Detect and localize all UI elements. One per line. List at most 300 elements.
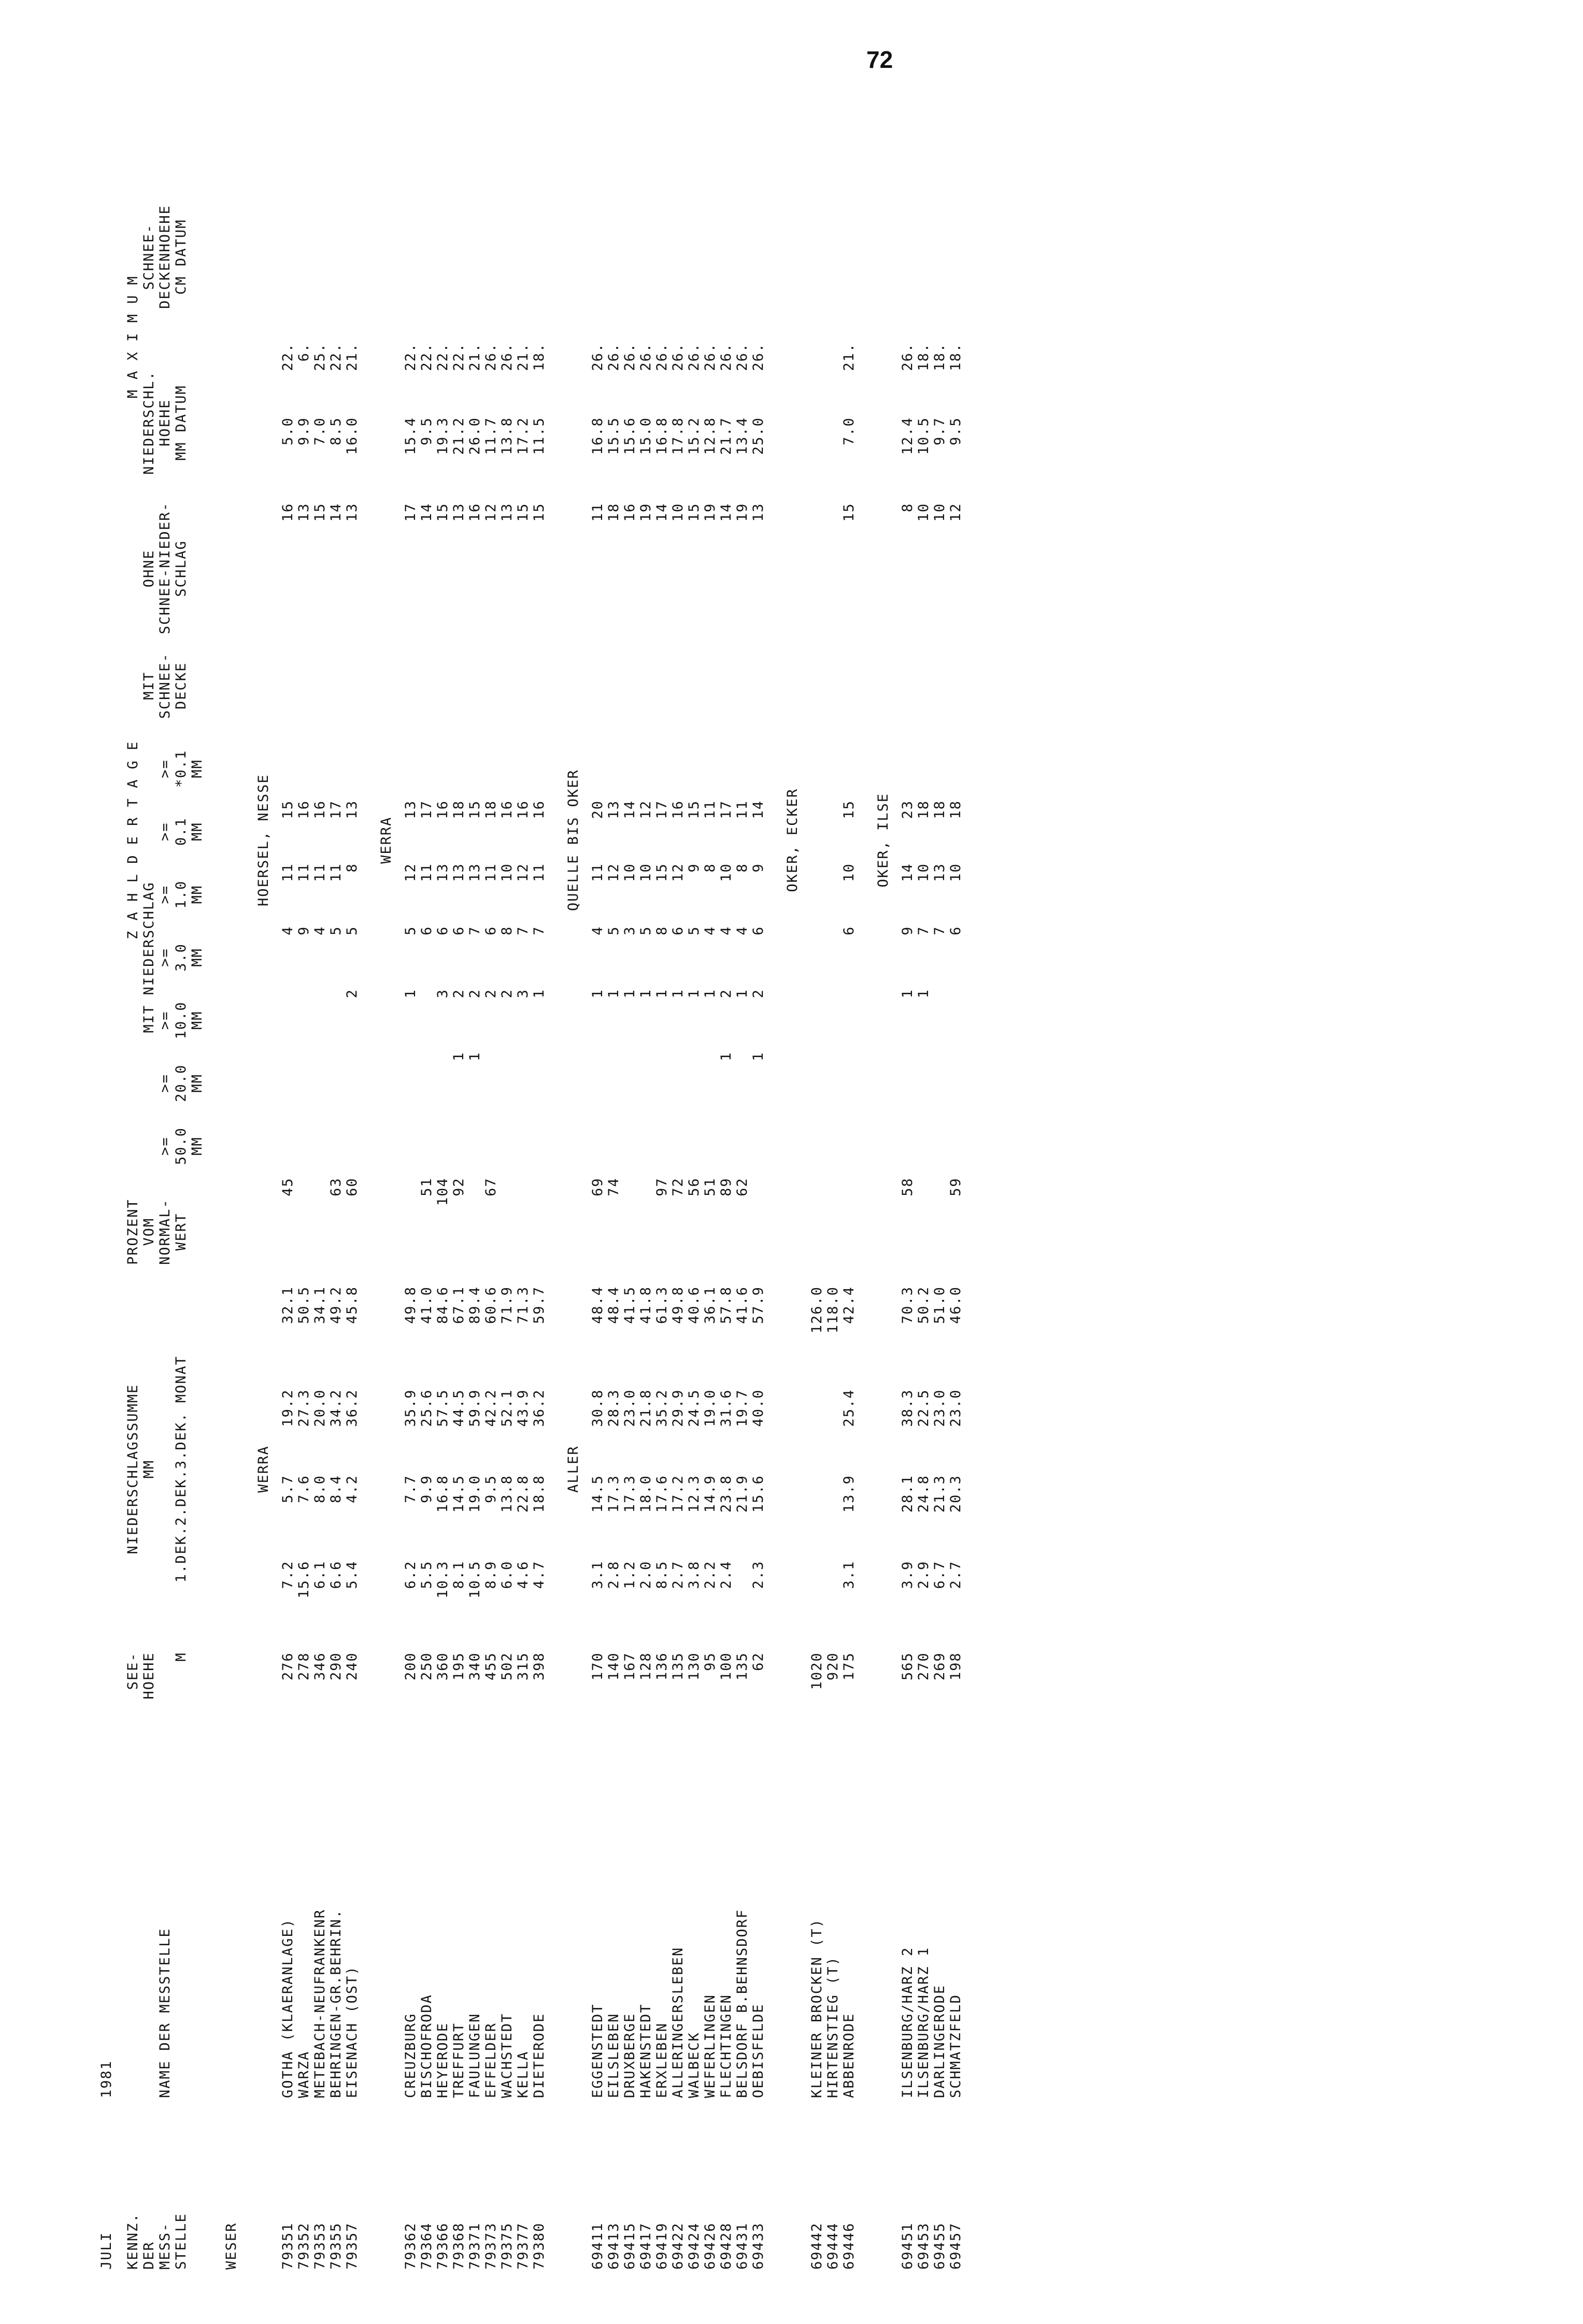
station-name: EILSLEBEN: [606, 2013, 622, 2098]
station-name: SCHMATZFELD: [948, 1994, 964, 2098]
cell-oh: 14: [718, 503, 734, 522]
cell-t20: [590, 1052, 606, 1115]
cell-t3: 5: [328, 925, 344, 936]
cell-sd: [435, 634, 451, 737]
cell-d1: 3.9: [900, 1560, 916, 1589]
header-zahl-der-tage: Z A H L D E R T A G E: [125, 740, 141, 939]
station-name: BEHRINGEN-GR.BEHRIN.: [328, 1908, 344, 2098]
cell-oh: 8: [900, 503, 916, 512]
cell-sdt: [734, 171, 750, 257]
cell-md: [825, 343, 841, 417]
cell-p: 51: [702, 1177, 718, 1196]
cell-d1: 15.6: [296, 1560, 312, 1599]
cell-mx: 16.8: [590, 417, 606, 455]
station-hoehe: 250: [419, 1652, 435, 1680]
header-dekaden: 1.DEK.2.DEK.3.DEK. MONAT: [173, 1356, 189, 1583]
cell-sd: [900, 634, 916, 737]
station-hoehe: 360: [435, 1652, 451, 1680]
cell-t01: [825, 800, 841, 863]
cell-sd: [702, 634, 718, 737]
cell-md: 21.: [515, 343, 531, 371]
station-hoehe: 130: [686, 1652, 702, 1680]
cell-t1: 11: [328, 863, 344, 882]
cell-t50: [328, 1115, 344, 1177]
cell-t01: 16: [670, 800, 686, 819]
cell-p: 92: [451, 1177, 467, 1196]
cell-t3: 7: [932, 925, 948, 936]
cell-mx: 9.9: [296, 417, 312, 446]
station-name: ALLERINGERSLEBEN: [670, 1946, 686, 2098]
threshold-op-4: >=: [157, 885, 173, 904]
cell-sx: [841, 257, 857, 343]
cell-sdt: [499, 171, 515, 257]
cell-t3: 6: [750, 925, 766, 936]
cell-oh: 17: [403, 503, 419, 522]
cell-t20: [654, 1052, 670, 1115]
cell-t10: 1: [606, 989, 622, 999]
cell-t3: 6: [841, 925, 857, 936]
cell-p: [916, 1177, 932, 1286]
cell-t3: [825, 926, 841, 989]
cell-t1: [825, 863, 841, 925]
cell-t1: 12: [670, 863, 686, 882]
cell-sx: [750, 257, 766, 343]
cell-m: 70.3: [900, 1286, 916, 1324]
cell-d2: 15.6: [750, 1475, 766, 1513]
cell-d1: 5.5: [419, 1560, 435, 1589]
cell-sx: [809, 257, 825, 343]
header-row-2: [141, 171, 157, 2270]
cell-sx: [825, 257, 841, 343]
cell-md: 26.: [734, 343, 750, 371]
header-mit: MIT: [141, 671, 157, 700]
cell-md: 26.: [606, 343, 622, 371]
cell-p: 89: [718, 1177, 734, 1196]
station-hoehe: 278: [296, 1652, 312, 1680]
station-id: 69442: [809, 2222, 825, 2270]
cell-oh: [825, 503, 841, 634]
cell-t20: [296, 1052, 312, 1115]
cell-sdt: [670, 171, 686, 257]
cell-t10: 2: [344, 989, 360, 999]
cell-mx: 7.0: [841, 417, 857, 446]
cell-sd: [841, 634, 857, 737]
cell-t50: [515, 1115, 531, 1177]
cell-p: 51: [419, 1177, 435, 1196]
cell-md: 18.: [948, 343, 964, 371]
cell-t01: 16: [531, 800, 547, 819]
cell-sd: [312, 634, 328, 737]
cell-md: 6.: [296, 343, 312, 362]
section-sublabel: QUELLE BIS OKER: [565, 769, 581, 911]
cell-t01: 16: [296, 800, 312, 819]
cell-mx: 16.8: [654, 417, 670, 455]
station-hoehe: 200: [403, 1652, 419, 1680]
cell-sd: [948, 634, 964, 737]
cell-p: 56: [686, 1177, 702, 1196]
station-row: [734, 171, 750, 2270]
cell-sd: [590, 634, 606, 737]
cell-d3: 25.4: [841, 1389, 857, 1427]
cell-sx: [344, 257, 360, 343]
cell-d1: 2.7: [948, 1560, 964, 1589]
cell-t50: [916, 1115, 932, 1177]
cell-t50: [750, 1115, 766, 1177]
cell-t50: [702, 1115, 718, 1177]
cell-sx: [622, 257, 638, 343]
cell-mx: 5.0: [280, 417, 296, 446]
cell-d1: 4.7: [531, 1560, 547, 1589]
cell-p: 67: [483, 1177, 499, 1196]
cell-t50: [280, 1115, 296, 1177]
station-hoehe: 1020: [809, 1652, 825, 1690]
precipitation-table: [98, 171, 974, 2270]
cell-t3: 6: [670, 925, 686, 936]
cell-d3: 23.0: [622, 1389, 638, 1427]
station-id: 69422: [670, 2222, 686, 2270]
cell-md: 22.: [451, 343, 467, 371]
cell-ts: [916, 737, 932, 800]
station-hoehe: 240: [344, 1652, 360, 1680]
cell-d2: 13.8: [499, 1475, 515, 1513]
cell-sx: [312, 257, 328, 343]
cell-t1: 13: [932, 863, 948, 882]
station-id: 69428: [718, 2222, 734, 2270]
cell-sdt: [328, 171, 344, 257]
cell-t10: 2: [483, 989, 499, 999]
cell-t20: [948, 1052, 964, 1115]
cell-t10: 1: [638, 989, 654, 999]
cell-t3: 6: [419, 925, 435, 936]
cell-d3: 27.3: [296, 1389, 312, 1427]
cell-m: 41.8: [638, 1286, 654, 1324]
cell-mx: 25.0: [750, 417, 766, 455]
cell-d3: 59.9: [467, 1389, 483, 1427]
station-hoehe: 315: [515, 1652, 531, 1680]
cell-sdt: [638, 171, 654, 257]
station-row: [932, 171, 948, 2270]
cell-d2: 14.5: [451, 1475, 467, 1513]
cell-t01: 15: [841, 800, 857, 819]
header-prozent-3: NORMAL-: [157, 1199, 173, 1265]
cell-sdt: [515, 171, 531, 257]
cell-sx: [916, 257, 932, 343]
cell-t01: 18: [948, 800, 964, 819]
cell-m: 32.1: [280, 1286, 296, 1324]
threshold-val-2: 10.0: [173, 1001, 189, 1039]
cell-sd: [734, 634, 750, 737]
station-id: 69444: [825, 2222, 841, 2270]
cell-sdt: [654, 171, 670, 257]
cell-oh: 19: [638, 503, 654, 522]
cell-oh: 16: [467, 503, 483, 522]
cell-oh: 19: [702, 503, 718, 522]
station-hoehe: 269: [932, 1652, 948, 1680]
cell-md: [809, 343, 825, 417]
cell-d2: 20.3: [948, 1475, 964, 1513]
cell-d1: 2.0: [638, 1560, 654, 1589]
station-hoehe: 346: [312, 1652, 328, 1680]
section-sublabel: OKER, ILSE: [875, 792, 891, 888]
section-label: [777, 1286, 809, 1652]
cell-t20: 1: [750, 1051, 766, 1061]
cell-d1: 10.5: [467, 1560, 483, 1599]
cell-t20: [916, 1052, 932, 1115]
cell-p: [932, 1177, 948, 1286]
cell-sdt: [916, 171, 932, 257]
cell-sdt: [296, 171, 312, 257]
station-hoehe: 62: [750, 1652, 766, 1671]
cell-d1: 8.1: [451, 1560, 467, 1589]
cell-d1: 6.7: [932, 1560, 948, 1589]
cell-t10: 1: [734, 989, 750, 999]
cell-d3: 57.5: [435, 1389, 451, 1427]
station-name: DARLINGERODE: [932, 1984, 948, 2098]
cell-mx: [825, 417, 841, 503]
station-id: 69433: [750, 2222, 766, 2270]
station-id: 69446: [841, 2222, 857, 2270]
station-hoehe: 136: [654, 1652, 670, 1680]
threshold-unit-2: MM: [189, 1010, 205, 1030]
cell-t20: 1: [467, 1051, 483, 1061]
station-hoehe: 290: [328, 1652, 344, 1680]
threshold-op-2: >=: [157, 1010, 173, 1030]
cell-sdt: [825, 171, 841, 257]
threshold-unit-3: MM: [189, 948, 205, 967]
station-name: HAKENSTEDT: [638, 2003, 654, 2098]
header-schlag: SCHLAG: [173, 540, 189, 597]
station-row: [296, 171, 312, 2270]
cell-mx: 13.8: [499, 417, 515, 455]
cell-t50: [670, 1115, 686, 1177]
cell-d1: 6.1: [312, 1560, 328, 1589]
cell-t3: 4: [702, 925, 718, 936]
station-row: [403, 171, 419, 2270]
cell-d3: [809, 1389, 825, 1475]
group-title-row: [216, 171, 248, 2270]
cell-sd: [932, 634, 948, 737]
cell-md: 26.: [900, 343, 916, 371]
station-name: EISENACH (OST): [344, 1965, 360, 2098]
station-hoehe: 198: [948, 1652, 964, 1680]
threshold-val-3: 3.0: [173, 943, 189, 972]
cell-sdt: [344, 171, 360, 257]
cell-ts: [531, 737, 547, 800]
station-id: 79362: [403, 2222, 419, 2270]
cell-oh: 13: [344, 503, 360, 522]
cell-m: 57.9: [750, 1286, 766, 1324]
station-id: 69415: [622, 2222, 638, 2270]
cell-mx: 11.5: [531, 417, 547, 455]
cell-t20: [483, 1052, 499, 1115]
cell-oh: 19: [734, 503, 750, 522]
cell-m: 89.4: [467, 1286, 483, 1324]
cell-mx: 8.5: [328, 417, 344, 446]
station-name: ILSENBURG/HARZ 2: [900, 1946, 916, 2098]
cell-d3: 36.2: [344, 1389, 360, 1427]
cell-d3: 35.9: [403, 1389, 419, 1427]
cell-mx: 15.6: [622, 417, 638, 455]
cell-d1: 7.2: [280, 1560, 296, 1589]
cell-mx: 16.0: [344, 417, 360, 455]
cell-sx: [718, 257, 734, 343]
threshold-unit-6: MM: [189, 759, 205, 778]
cell-d3: 19.2: [280, 1389, 296, 1427]
cell-t3: 5: [344, 925, 360, 936]
cell-t1: 13: [435, 863, 451, 882]
cell-md: 21.: [344, 343, 360, 371]
cell-sx: [419, 257, 435, 343]
cell-oh: [809, 503, 825, 634]
station-name: ERXLEBEN: [654, 2022, 670, 2098]
cell-d2: 19.0: [467, 1475, 483, 1513]
cell-t1: 10: [638, 863, 654, 882]
cell-t20: [419, 1052, 435, 1115]
cell-p: [467, 1177, 483, 1286]
cell-mx: 15.2: [686, 417, 702, 455]
cell-t50: [841, 1115, 857, 1177]
cell-d3: 25.6: [419, 1389, 435, 1427]
cell-d2: 23.8: [718, 1475, 734, 1513]
cell-t1: 10: [622, 863, 638, 882]
cell-oh: 15: [435, 503, 451, 522]
station-name: WACHSTEDT: [499, 2013, 515, 2098]
station-row: [809, 171, 825, 2270]
cell-sx: [296, 257, 312, 343]
cell-d2: 12.3: [686, 1475, 702, 1513]
cell-ts: [515, 737, 531, 800]
table-body: [98, 171, 974, 2270]
section-sublabel: OKER, ECKER: [785, 788, 801, 892]
cell-t10: [328, 989, 344, 1051]
header-niederschl-unit: MM DATUM: [173, 384, 189, 461]
section-label-row: [558, 171, 590, 2270]
cell-t3: 9: [296, 925, 312, 936]
station-name: DRUXBERGE: [622, 2013, 638, 2098]
cell-t10: [948, 989, 964, 1051]
station-id: 79377: [515, 2222, 531, 2270]
station-row: [483, 171, 499, 2270]
station-id: 69424: [686, 2222, 702, 2270]
cell-m: 51.0: [932, 1286, 948, 1324]
cell-t1: 10: [916, 863, 932, 882]
cell-t1: 10: [841, 863, 857, 882]
cell-t3: 6: [435, 925, 451, 936]
cell-t50: [451, 1115, 467, 1177]
station-id: 79366: [435, 2222, 451, 2270]
cell-m: 57.8: [718, 1286, 734, 1324]
header-niederschlag-1: NIEDERSCHLAGSSUMME: [125, 1384, 141, 1555]
cell-d2: 14.5: [590, 1475, 606, 1513]
cell-m: 41.6: [734, 1286, 750, 1324]
cell-t10: 1: [670, 989, 686, 999]
station-row: [638, 171, 654, 2270]
cell-t50: [686, 1115, 702, 1177]
cell-t01: 11: [702, 800, 718, 819]
cell-d1: 10.3: [435, 1560, 451, 1599]
cell-t1: 11: [483, 863, 499, 882]
cell-d3: 44.5: [451, 1389, 467, 1427]
cell-md: 26.: [718, 343, 734, 371]
header-mit-niederschlag: MIT NIEDERSCHLAG: [141, 881, 157, 1033]
cell-t10: [932, 989, 948, 1051]
station-id: 79375: [499, 2222, 515, 2270]
cell-t50: [932, 1115, 948, 1177]
cell-mx: 21.2: [451, 417, 467, 455]
cell-t01: 18: [932, 800, 948, 819]
cell-m: 41.0: [419, 1286, 435, 1324]
cell-t1: 13: [467, 863, 483, 882]
header-niederschl: NIEDERSCHL.: [141, 370, 157, 475]
cell-ts: [280, 737, 296, 800]
cell-d1: 8.5: [654, 1560, 670, 1589]
cell-t01: 23: [900, 800, 916, 819]
cell-t01: 16: [312, 800, 328, 819]
cell-oh: 12: [948, 503, 964, 522]
cell-t20: [734, 1052, 750, 1115]
cell-sdt: [531, 171, 547, 257]
cell-m: 36.1: [702, 1286, 718, 1324]
cell-m: 41.5: [622, 1286, 638, 1324]
cell-sdt: [606, 171, 622, 257]
cell-t01: 17: [419, 800, 435, 819]
cell-sd: [670, 634, 686, 737]
cell-sdt: [280, 171, 296, 257]
cell-p: 60: [344, 1177, 360, 1196]
station-id: 69451: [900, 2222, 916, 2270]
cell-sd: [344, 634, 360, 737]
station-hoehe: 270: [916, 1652, 932, 1680]
station-row: [312, 171, 328, 2270]
cell-oh: 14: [654, 503, 670, 522]
cell-d2: [809, 1475, 825, 1561]
cell-t1: 12: [515, 863, 531, 882]
cell-p: 104: [435, 1177, 451, 1206]
cell-d2: 24.8: [916, 1475, 932, 1513]
cell-sdt: [750, 171, 766, 257]
header-kennz-4: STELLE: [173, 2213, 189, 2270]
cell-t50: [403, 1115, 419, 1177]
cell-t3: 9: [900, 925, 916, 936]
cell-m: 126.0: [809, 1286, 825, 1334]
cell-p: 74: [606, 1177, 622, 1196]
station-hoehe: 276: [280, 1652, 296, 1680]
cell-md: 26.: [702, 343, 718, 371]
cell-t3: 5: [606, 925, 622, 936]
cell-sd: [499, 634, 515, 737]
cell-t20: [280, 1052, 296, 1115]
cell-sd: [467, 634, 483, 737]
cell-sx: [280, 257, 296, 343]
cell-sd: [531, 634, 547, 737]
cell-t50: [499, 1115, 515, 1177]
cell-sx: [638, 257, 654, 343]
cell-t20: 1: [451, 1051, 467, 1061]
station-row: [451, 171, 467, 2270]
station-hoehe: 340: [467, 1652, 483, 1680]
cell-p: 59: [948, 1177, 964, 1196]
cell-d3: 29.9: [670, 1389, 686, 1427]
cell-ts: [809, 737, 825, 800]
cell-mx: 15.0: [638, 417, 654, 455]
cell-d2: 16.8: [435, 1475, 451, 1513]
cell-oh: 15: [312, 503, 328, 522]
station-row: [590, 171, 606, 2270]
cell-t3: 7: [916, 925, 932, 936]
cell-md: 18.: [531, 343, 547, 371]
cell-d1: [825, 1561, 841, 1652]
cell-sx: [531, 257, 547, 343]
